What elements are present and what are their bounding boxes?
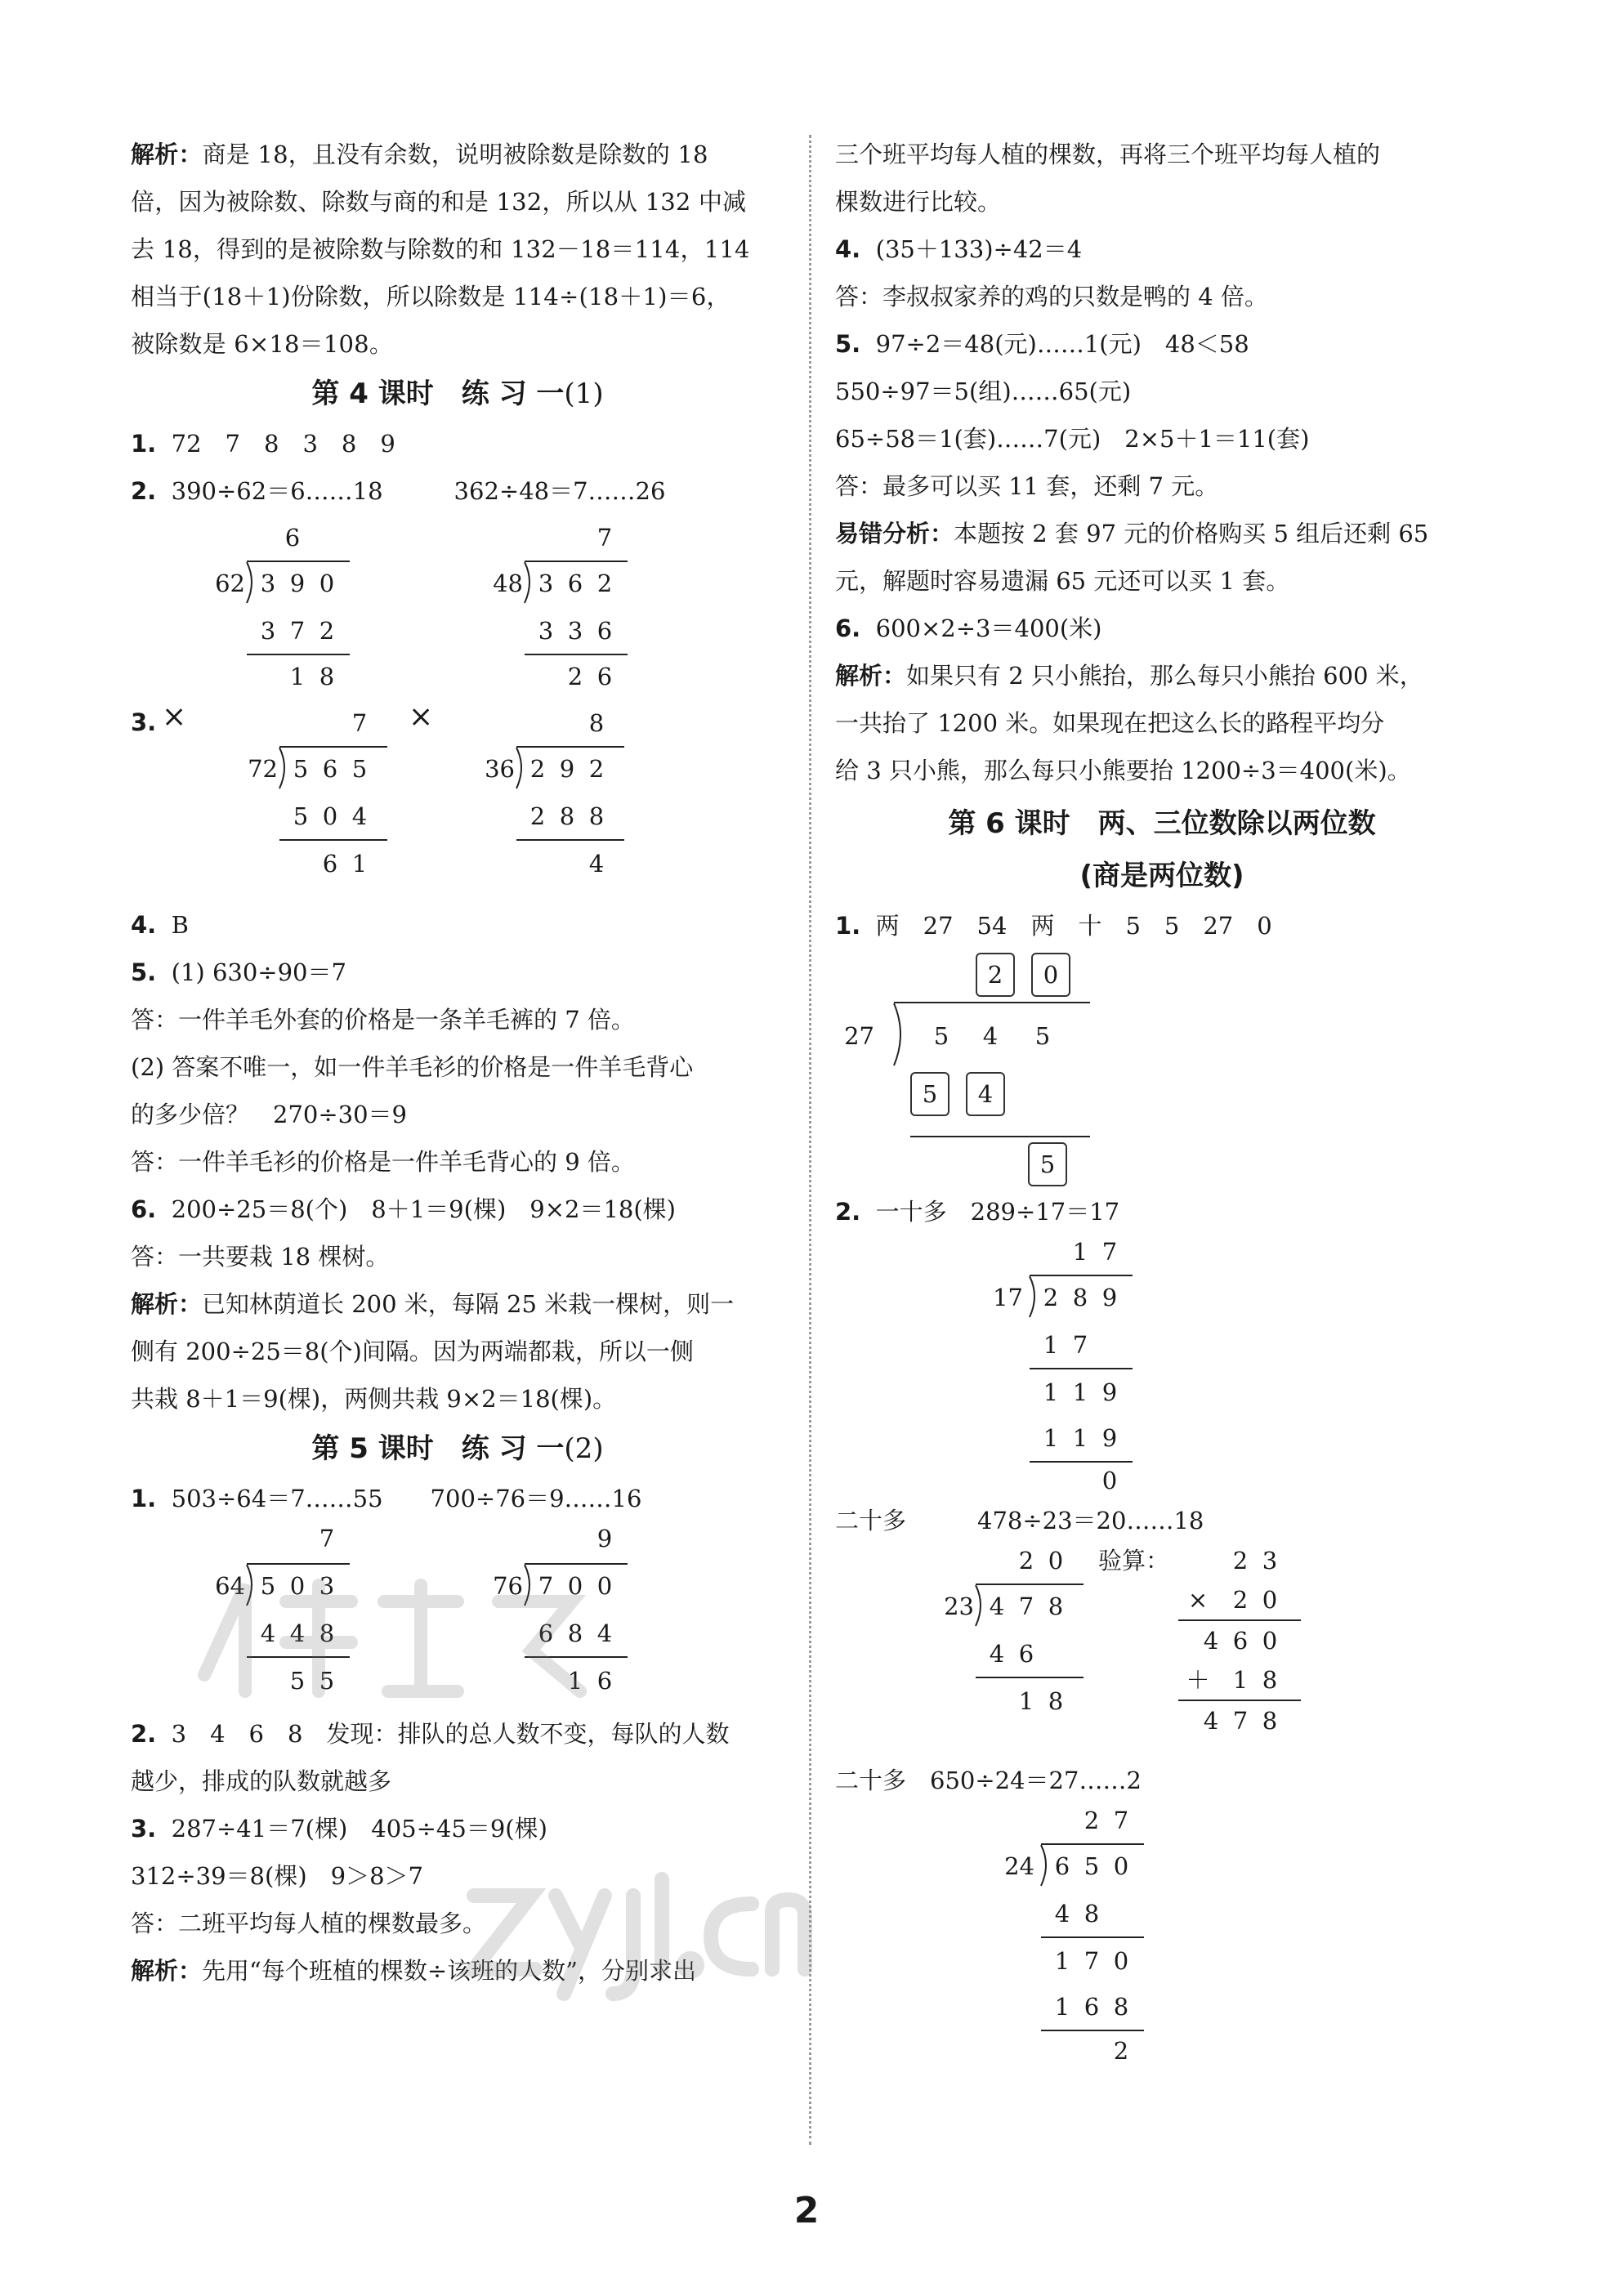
digit-box: 5	[1028, 1142, 1067, 1186]
analysis-line: 侧有 200÷25＝8(个)间隔。因为两端都栽，所以一侧	[131, 1338, 694, 1365]
analysis-line: 给 3 只小熊，那么每只小熊要抬 1200÷3＝400(米)。	[835, 757, 1411, 784]
wrong-mark: ×	[162, 700, 187, 734]
answer-line: 65÷58＝1(套)……7(元) 2×5＋1＝11(套)	[835, 425, 1310, 453]
long-division-group: 7 64 5 0 3 4 4 8 5 5 9 76 7 0 0 6 8 4 1 6	[131, 1522, 784, 1710]
analysis-line: 相当于(18＋1)份除数，所以除数是 114÷(18＋1)＝6，	[131, 283, 731, 310]
answer-line: 312÷39＝8(棵) 9＞8＞7	[131, 1862, 423, 1890]
answer-5: 5. 97÷2＝48(元)……1(元) 48＜58	[835, 330, 1249, 358]
analysis-line: 去 18，得到的是被除数与除数的和 132－18＝114，114	[131, 235, 750, 263]
section-subheading-6: (商是两位数)	[1079, 860, 1244, 892]
analysis-line: 解析：如果只有 2 只小熊抬，那么每只小熊抬 600 米，	[835, 662, 1423, 690]
answer-1: 1. 72 7 8 3 8 9	[131, 430, 395, 458]
answer-line: 越少，排成的队数就越多	[131, 1767, 392, 1795]
answer-2: 2. 3 4 6 8 发现：排队的总人数不变，每队的人数	[131, 1720, 730, 1748]
answer-6: 6. 200÷25＝8(个) 8＋1＝9(棵) 9×2＝18(棵)	[131, 1195, 676, 1223]
page-number: 2	[793, 2190, 820, 2231]
answer-6: 6. 600×2÷3＝400(米)	[835, 614, 1102, 642]
answer-line: 答：李叔叔家养的鸡的只数是鸭的 4 倍。	[835, 283, 1268, 310]
analysis-line: 解析：先用“每个班植的棵数÷该班的人数”，分别求出	[131, 1957, 696, 1985]
long-division-group: 2 7 24 6 5 0 4 8 1 7 0 1 6 8 2	[835, 1804, 1489, 2074]
digit-box: 0	[1031, 953, 1070, 997]
analysis-line: 被除数是 6×18＝108。	[131, 330, 394, 358]
answer-line: 答：二班平均每人植的棵数最多。	[131, 1910, 487, 1937]
answer-line: 550÷97＝5(组)……65(元)	[835, 377, 1132, 405]
answer-line: (2) 答案不唯一，如一件羊毛衫的价格是一件羊毛背心	[131, 1053, 694, 1081]
wrong-mark: ×	[409, 700, 434, 734]
answer-line: 答：最多可以买 11 套，还剩 7 元。	[835, 472, 1219, 500]
answer-1: 1. 503÷64＝7……55 700÷76＝9……16	[131, 1485, 642, 1512]
verification-label: 验算：	[1098, 1547, 1170, 1575]
analysis-line: 解析：商是 18，且没有余数，说明被除数是除数的 18	[131, 141, 708, 168]
section-heading-6: 第 6 课时 两、三位数除以两位数	[948, 807, 1376, 840]
answer-line: 答：一件羊毛外套的价格是一条羊毛裤的 7 倍。	[131, 1006, 635, 1034]
answer-5: 5. (1) 630÷90＝7	[131, 958, 346, 986]
long-division-group: 6 62 3 9 0 3 7 2 1 8 7 48 3 6 2 3 3 6 2 6	[131, 515, 784, 699]
column-divider	[809, 135, 811, 2145]
long-division-group: 1 7 17 2 8 9 1 7 1 1 9 1 1 9 0	[835, 1235, 1489, 1497]
digit-box: 2	[976, 953, 1015, 997]
answer-3: 3. × × 7 72 5 6 5 5 0 4 6 1 8 36 2 9 2 2 8 8 4	[131, 699, 784, 901]
answer-4: 4. B	[131, 911, 189, 939]
answer-line: 的多少倍？ 270÷30＝9	[131, 1101, 408, 1128]
analysis-line: 三个班平均每人植的棵数，再将三个班平均每人植的	[835, 141, 1381, 168]
analysis-line: 一共抬了 1200 米。如果现在把这么长的路程平均分	[835, 709, 1385, 737]
analysis-line: 共栽 8＋1＝9(棵)，两侧共栽 9×2＝18(棵)。	[131, 1385, 617, 1413]
right-column	[835, 131, 1489, 2074]
answer-line: 二十多 650÷24＝27……2	[835, 1767, 1142, 1794]
analysis-line: 棵数进行比较。	[835, 188, 1002, 216]
answer-4: 4. (35＋133)÷42＝4	[835, 235, 1083, 263]
error-analysis-line: 元，解题时容易遗漏 65 元还可以买 1 套。	[835, 567, 1290, 595]
section-heading-4: 第 4 课时 练 习 一(1)	[311, 377, 604, 410]
answer-line: 答：一共要栽 18 棵树。	[131, 1243, 390, 1271]
analysis-line: 解析：已知林荫道长 200 米，每隔 25 米栽一棵树，则一	[131, 1290, 735, 1318]
analysis-line: 倍，因为被除数、除数与商的和是 132，所以从 132 中减	[131, 188, 747, 216]
long-division-group: 2 0 23 4 7 8 4 6 1 8 验算： 2 3 × 2 0 4 6 0 ＋ 1 8 4 7 8	[835, 1544, 1489, 1757]
answer-line: 答：一件羊毛衫的价格是一件羊毛背心的 9 倍。	[131, 1148, 635, 1176]
digit-box: 5	[910, 1072, 949, 1116]
digit-box: 4	[966, 1072, 1005, 1116]
boxed-long-division-545-27: 2 0 27 5 4 5 5 4 5	[835, 949, 1489, 1188]
answer-1: 1. 两 27 54 两 十 5 5 27 0	[835, 912, 1272, 940]
left-column	[131, 131, 784, 1994]
answer-2: 2. 一十多 289÷17＝17	[835, 1198, 1120, 1226]
error-analysis-line: 易错分析：本题按 2 套 97 元的价格购买 5 组后还剩 65	[835, 520, 1429, 547]
answer-3: 3. 287÷41＝7(棵) 405÷45＝9(棵)	[131, 1815, 547, 1843]
answer-2: 2. 390÷62＝6……18 362÷48＝7……26	[131, 477, 666, 505]
division-bracket	[892, 1002, 907, 1067]
section-heading-5: 第 5 课时 练 习 一(2)	[311, 1432, 604, 1465]
answer-line: 二十多 478÷23＝20……18	[835, 1507, 1204, 1534]
